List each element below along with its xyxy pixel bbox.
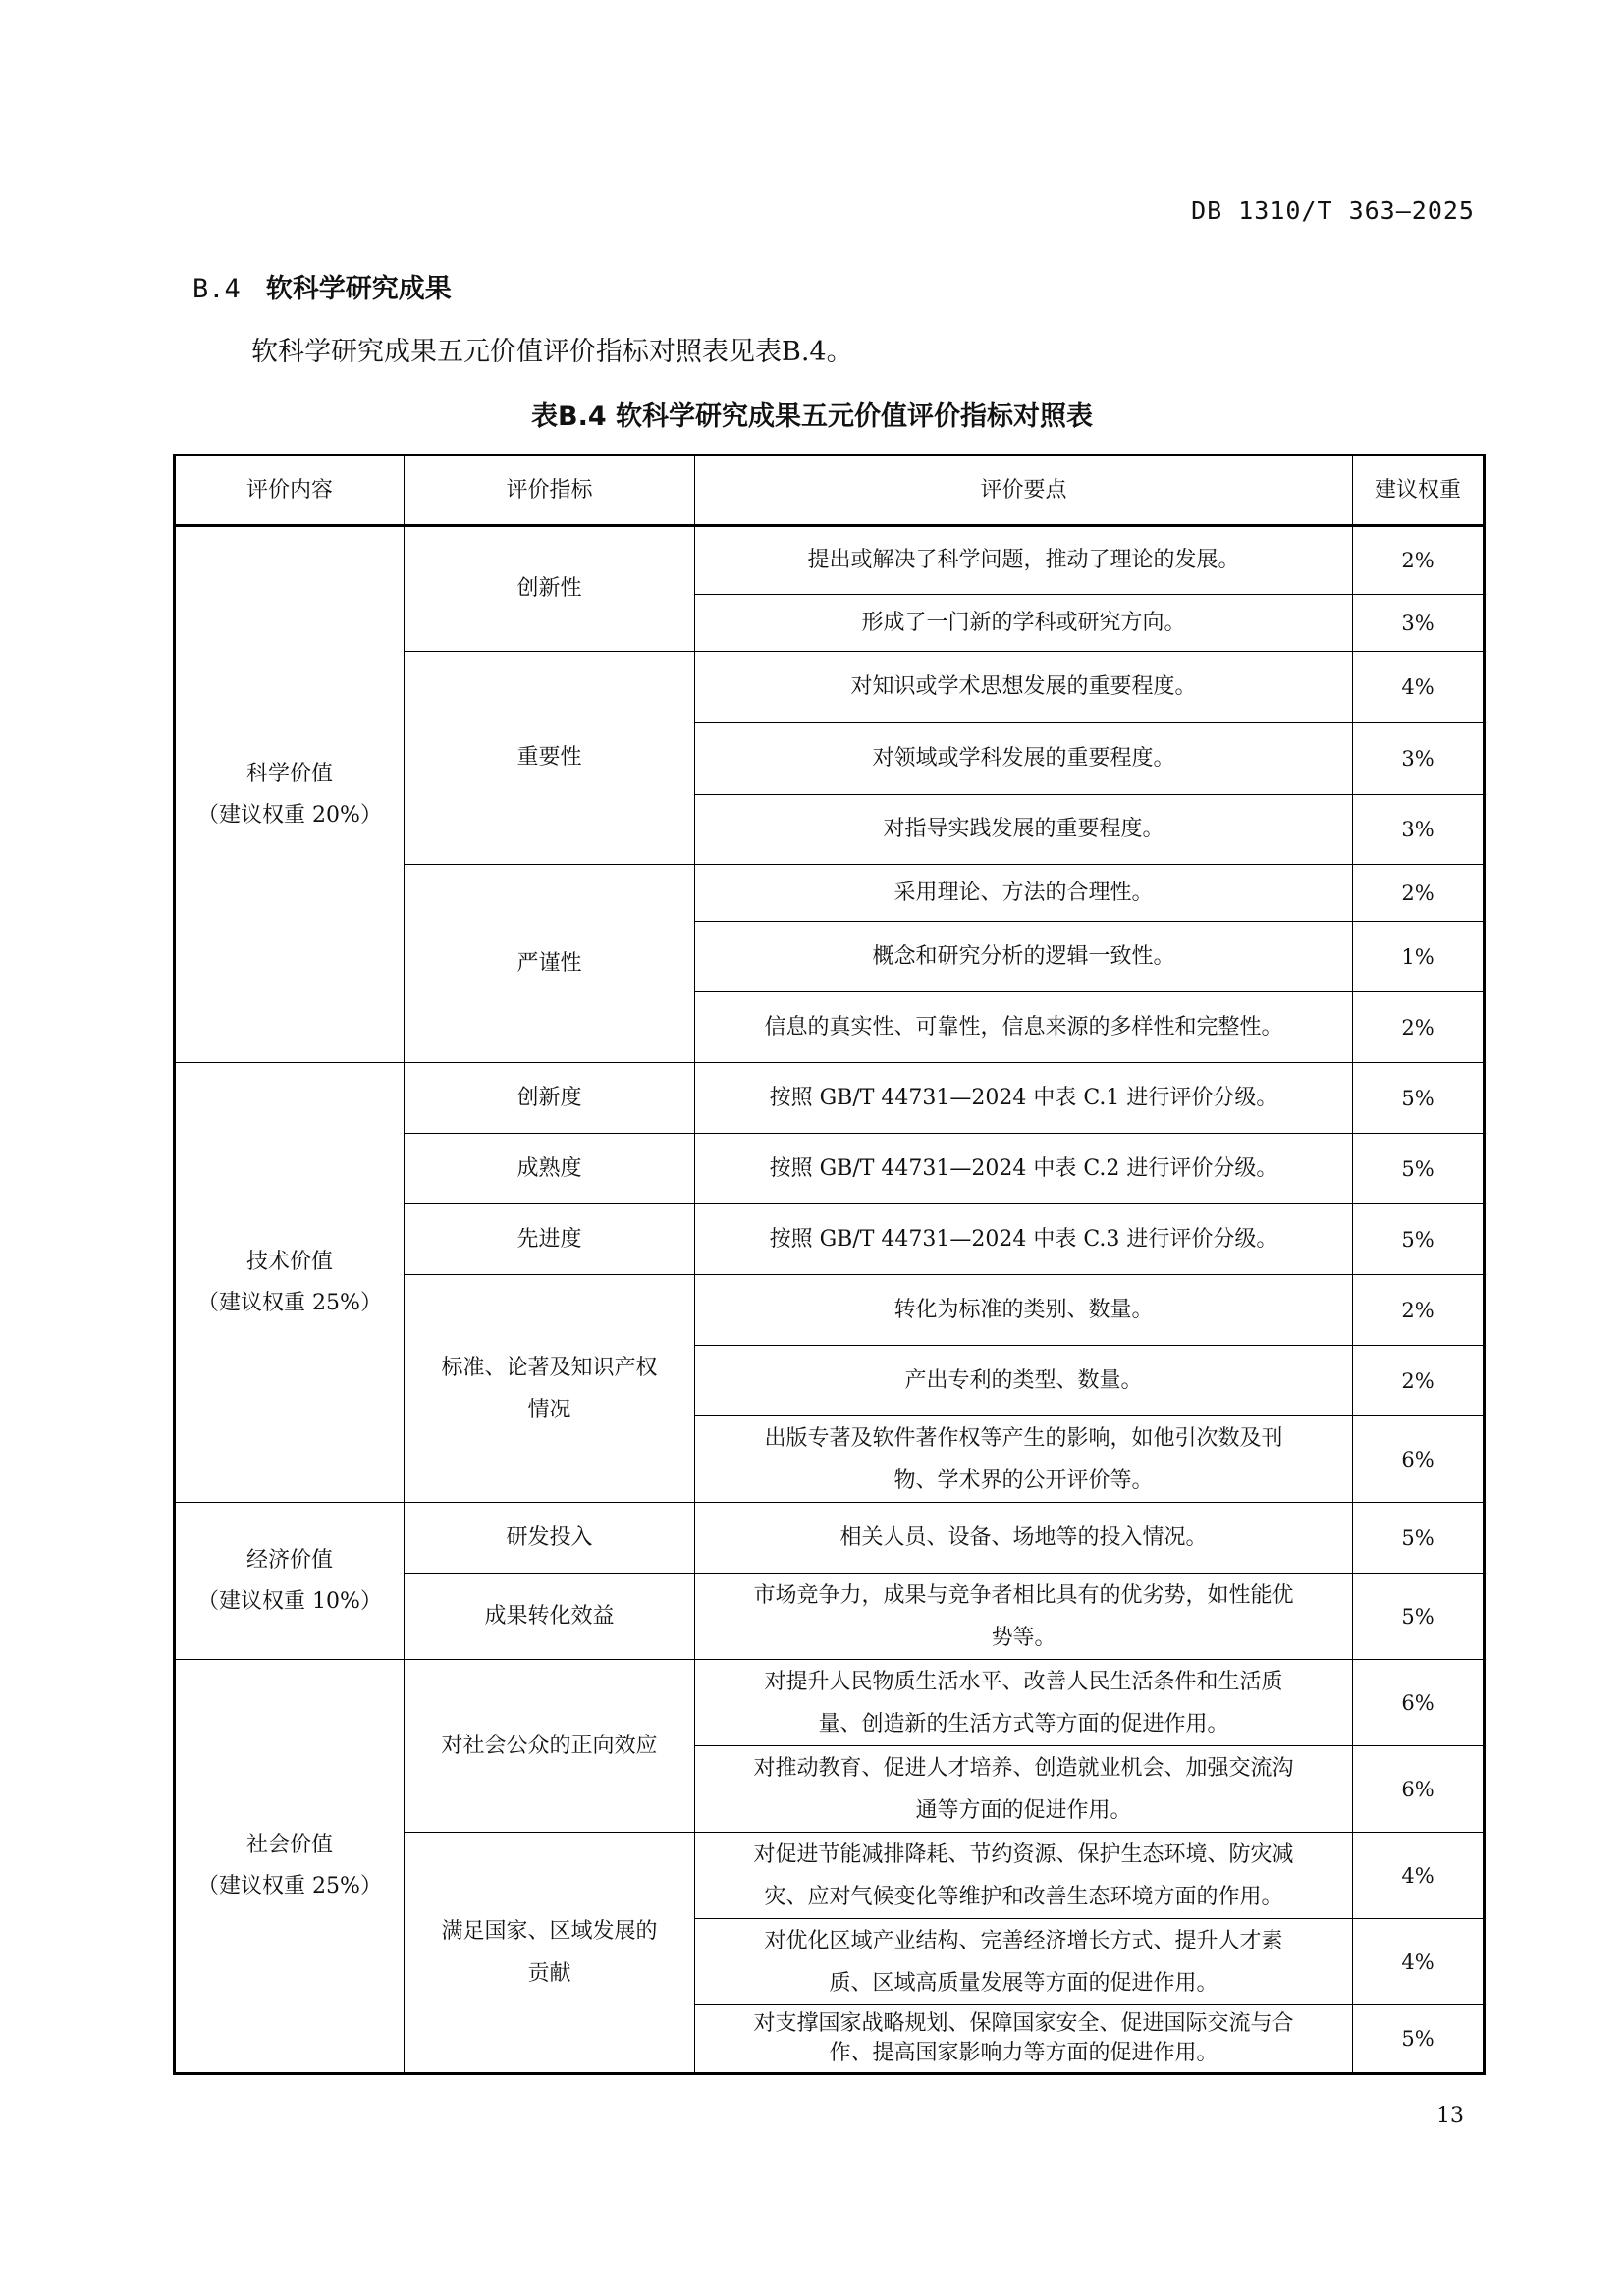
- indicator-cell: 成果转化效益: [405, 1574, 695, 1660]
- weight-cell: 5%: [1353, 2005, 1485, 2074]
- indicator-cell: 先进度: [405, 1204, 695, 1275]
- weight-cell: 4%: [1353, 1833, 1485, 1919]
- indicator-cell: 创新度: [405, 1063, 695, 1134]
- point-line: 量、创造新的生活方式等方面的促进作用。: [818, 1711, 1229, 1736]
- table-row: [175, 526, 1485, 595]
- weight-cell: 6%: [1353, 1416, 1485, 1503]
- indicator-label-line: 情况: [527, 1397, 571, 1422]
- table-header-row: [175, 455, 1485, 526]
- table-title: 表B.4 软科学研究成果五元价值评价指标对照表: [530, 401, 1094, 432]
- section-title: 软科学研究成果: [265, 274, 452, 304]
- point-line: 势等。: [991, 1625, 1056, 1650]
- indicator-label-line: 贡献: [527, 1961, 571, 1986]
- group-weight: （建议权重 10%）: [197, 1588, 382, 1614]
- weight-cell: 6%: [1353, 1660, 1485, 1746]
- point-cell: 提出或解决了科学问题，推动了理论的发展。: [695, 526, 1353, 595]
- indicator-label-line: 满足国家、区域发展的: [441, 1919, 658, 1944]
- point-cell: 按照 GB/T 44731—2024 中表 C.1 进行评价分级。: [695, 1063, 1353, 1134]
- weight-cell: 3%: [1353, 595, 1485, 652]
- point-cell: 形成了一门新的学科或研究方向。: [695, 595, 1353, 652]
- group-cell: [175, 526, 405, 1063]
- group-cell: [175, 1063, 405, 1503]
- point-line: 对支撑国家战略规划、保障国家安全、促进国际交流与合: [753, 2011, 1294, 2036]
- weight-cell: 5%: [1353, 1503, 1485, 1574]
- evaluation-table: [173, 454, 1486, 2075]
- header-cell: 评价指标: [405, 455, 695, 526]
- point-line: 对促进节能减排降耗、节约资源、保护生态环境、防灾减: [753, 1842, 1294, 1867]
- point-cell: [695, 1919, 1353, 2005]
- point-line: 市场竞争力，成果与竞争者相比具有的优劣势，如性能优: [753, 1582, 1294, 1608]
- group-weight: （建议权重 20%）: [197, 802, 382, 828]
- indicator-cell: 创新性: [405, 526, 695, 652]
- intro-paragraph: 软科学研究成果五元价值评价指标对照表见表B.4。: [251, 337, 853, 367]
- point-cell: [695, 1660, 1353, 1746]
- indicator-cell: [405, 1275, 695, 1503]
- weight-cell: 2%: [1353, 1275, 1485, 1346]
- weight-cell: 6%: [1353, 1746, 1485, 1833]
- point-cell: 对知识或学术思想发展的重要程度。: [695, 652, 1353, 723]
- weight-cell: 3%: [1353, 795, 1485, 865]
- weight-cell: 5%: [1353, 1204, 1485, 1275]
- doc-code: DB 1310/T 363—2025: [1191, 196, 1475, 225]
- point-cell: 对领域或学科发展的重要程度。: [695, 723, 1353, 795]
- header-cell: 建议权重: [1353, 455, 1485, 526]
- point-cell: [695, 2005, 1353, 2074]
- indicator-cell: 成熟度: [405, 1134, 695, 1204]
- point-cell: [695, 1416, 1353, 1503]
- point-cell: 对指导实践发展的重要程度。: [695, 795, 1353, 865]
- weight-cell: 2%: [1353, 992, 1485, 1063]
- section-number: B.4: [192, 274, 241, 304]
- indicator-label-line: 标准、论著及知识产权: [441, 1355, 658, 1380]
- section-heading: [192, 267, 452, 305]
- table-container: [173, 454, 1486, 2075]
- point-line: 质、区域高质量发展等方面的促进作用。: [829, 1970, 1218, 1996]
- indicator-cell: [405, 1833, 695, 2074]
- point-line: 通等方面的促进作用。: [915, 1797, 1132, 1823]
- indicator-cell: 重要性: [405, 652, 695, 865]
- group-name: 经济价值: [245, 1547, 333, 1573]
- page-number: 13: [1436, 2104, 1464, 2128]
- group-name: 科学价值: [245, 761, 333, 786]
- point-line: 出版专著及软件著作权等产生的影响，如他引次数及刊: [764, 1425, 1283, 1451]
- header-cell: 评价内容: [175, 455, 405, 526]
- point-cell: 相关人员、设备、场地等的投入情况。: [695, 1503, 1353, 1574]
- table-row: [175, 1063, 1485, 1134]
- point-cell: 按照 GB/T 44731—2024 中表 C.3 进行评价分级。: [695, 1204, 1353, 1275]
- point-cell: 产出专利的类型、数量。: [695, 1346, 1353, 1416]
- group-name: 社会价值: [245, 1833, 333, 1857]
- point-line: 对推动教育、促进人才培养、创造就业机会、加强交流沟: [753, 1755, 1294, 1781]
- weight-cell: 4%: [1353, 652, 1485, 723]
- point-line: 作、提高国家影响力等方面的促进作用。: [829, 2041, 1218, 2065]
- weight-cell: 5%: [1353, 1134, 1485, 1204]
- weight-cell: 2%: [1353, 1346, 1485, 1416]
- weight-cell: 3%: [1353, 723, 1485, 795]
- point-line: 对提升人民物质生活水平、改善人民生活条件和生活质: [764, 1669, 1283, 1694]
- group-weight: （建议权重 25%）: [197, 1290, 382, 1315]
- point-cell: 按照 GB/T 44731—2024 中表 C.2 进行评价分级。: [695, 1134, 1353, 1204]
- group-name: 技术价值: [245, 1249, 333, 1274]
- weight-cell: 5%: [1353, 1574, 1485, 1660]
- table-row: [175, 1660, 1485, 1746]
- group-weight: （建议权重 25%）: [197, 1874, 382, 1898]
- point-line: 物、学术界的公开评价等。: [893, 1468, 1154, 1493]
- indicator-cell: 对社会公众的正向效应: [405, 1660, 695, 1833]
- point-cell: 转化为标准的类别、数量。: [695, 1275, 1353, 1346]
- point-cell: [695, 1833, 1353, 1919]
- point-line: 对优化区域产业结构、完善经济增长方式、提升人才素: [764, 1928, 1283, 1953]
- point-cell: 采用理论、方法的合理性。: [695, 865, 1353, 922]
- weight-cell: 4%: [1353, 1919, 1485, 2005]
- indicator-cell: 研发投入: [405, 1503, 695, 1574]
- group-cell: [175, 1660, 405, 2074]
- point-cell: [695, 1574, 1353, 1660]
- point-cell: 信息的真实性、可靠性，信息来源的多样性和完整性。: [695, 992, 1353, 1063]
- indicator-cell: 严谨性: [405, 865, 695, 1063]
- weight-cell: 1%: [1353, 922, 1485, 992]
- header-cell: 评价要点: [695, 455, 1353, 526]
- point-line: 灾、应对气候变化等维护和改善生态环境方面的作用。: [764, 1884, 1283, 1909]
- group-cell: [175, 1503, 405, 1660]
- weight-cell: 5%: [1353, 1063, 1485, 1134]
- point-cell: [695, 1746, 1353, 1833]
- table-row: [175, 1503, 1485, 1574]
- weight-cell: 2%: [1353, 526, 1485, 595]
- weight-cell: 2%: [1353, 865, 1485, 922]
- point-cell: 概念和研究分析的逻辑一致性。: [695, 922, 1353, 992]
